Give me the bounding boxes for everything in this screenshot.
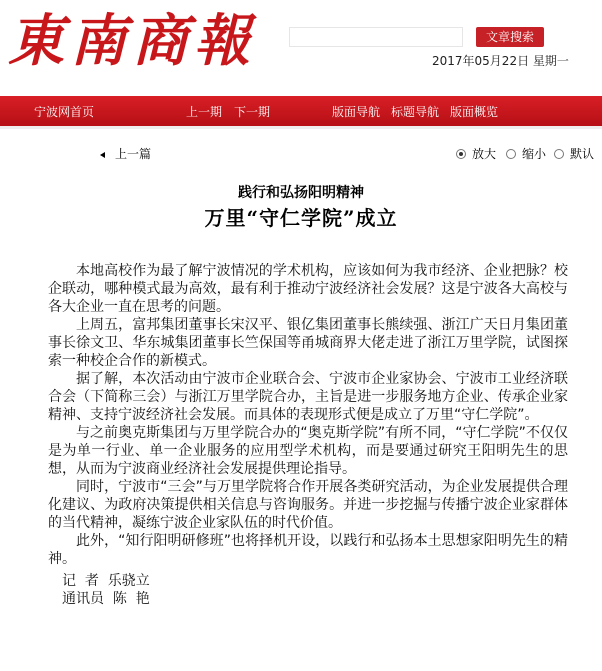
nav-layout-overview-link[interactable]: 版面概览 (450, 105, 499, 119)
nav-layout-nav-link[interactable]: 版面导航 (332, 105, 381, 119)
zoom-default-label: 默认 (570, 147, 595, 161)
article-subtitle: 践行和弘扬阳明精神 (238, 185, 364, 201)
header (0, 0, 602, 96)
correspondent-byline: 通讯员 陈 艳 (62, 591, 150, 607)
paragraph: 与之前奥克斯集团与万里学院合办的“奥克斯学院”有所不同，“守仁学院”不仅仅是为单一行业、单一企业服务的应用型学术机构，而是要通过研究王阳明先生的思想，从而为宁波商业经济社会发展提供理论指导。 (48, 425, 568, 477)
navbar-divider (0, 126, 602, 129)
article-toolbar (0, 142, 602, 162)
prev-article-link[interactable] (100, 145, 151, 162)
nav-next-issue-link[interactable]: 下一期 (234, 105, 271, 119)
radio-icon[interactable] (506, 149, 516, 159)
left-arrow-icon (100, 152, 105, 158)
paragraph: 此外，“知行阳明研修班”也将择机开设，以践行和弘扬本土思想家阳明先生的精神。 (48, 533, 568, 567)
article-body (48, 262, 568, 608)
masthead-logo: 東南商報 (8, 8, 256, 74)
nav-prev-issue-link[interactable]: 上一期 (186, 105, 223, 119)
radio-selected-icon[interactable] (456, 149, 466, 159)
paragraph: 本地高校作为最了解宁波情况的学术机构，应该如何为我市经济、企业把脉？校企联动，哪种模式最为高效，最有利于推动宁波经济社会发展？这是宁波各大高校与各大企业一直在思考的问题。 (48, 263, 568, 315)
reporter-byline: 记 者 乐骁立 (62, 573, 150, 589)
nav-title-nav-link[interactable]: 标题导航 (391, 105, 440, 119)
paragraph: 同时，宁波市“三会”与万里学院将合作开展各类研究活动，为企业发展提供合理化建议、为政府决策提供相关信息与咨询服务。并进一步挖掘与传播宁波企业家群体的当代精神，凝练宁波企业家队伍的时代价值。 (48, 479, 568, 531)
search-input[interactable] (289, 27, 463, 47)
zoom-default-option[interactable] (554, 145, 594, 162)
article-headline: 万里“守仁学院”成立 (204, 206, 398, 230)
top-navbar (0, 96, 602, 126)
zoom-in-label: 放大 (472, 147, 497, 161)
paragraph: 上周五，富邦集团董事长宋汉平、银亿集团董事长熊续强、浙江广天日月集团董事长徐文卫、华东城集团董事长竺保国等甬城商界大佬走进了浙江万里学院，试图探索一种校企合作的新模式。 (48, 317, 568, 369)
prev-article-label: 上一篇 (115, 147, 152, 161)
radio-icon[interactable] (554, 149, 564, 159)
paragraph: 据了解，本次活动由宁波市企业联合会、宁波市企业家协会、宁波市工业经济联合会（下简称三会）与浙江万里学院合办，主旨是进一步服务地方企业、传承企业家精神、支持宁波经济社会发展。而具体的表现形式便是成立了万里“守仁学院”。 (48, 371, 568, 423)
zoom-out-option[interactable] (506, 145, 546, 162)
zoom-out-label: 缩小 (522, 147, 547, 161)
zoom-in-option[interactable] (456, 145, 496, 162)
search-button[interactable]: 文章搜索 (476, 27, 544, 47)
date-label: 2017年05月22日 星期一 (432, 54, 569, 68)
nav-home-link[interactable]: 宁波网首页 (34, 105, 95, 119)
